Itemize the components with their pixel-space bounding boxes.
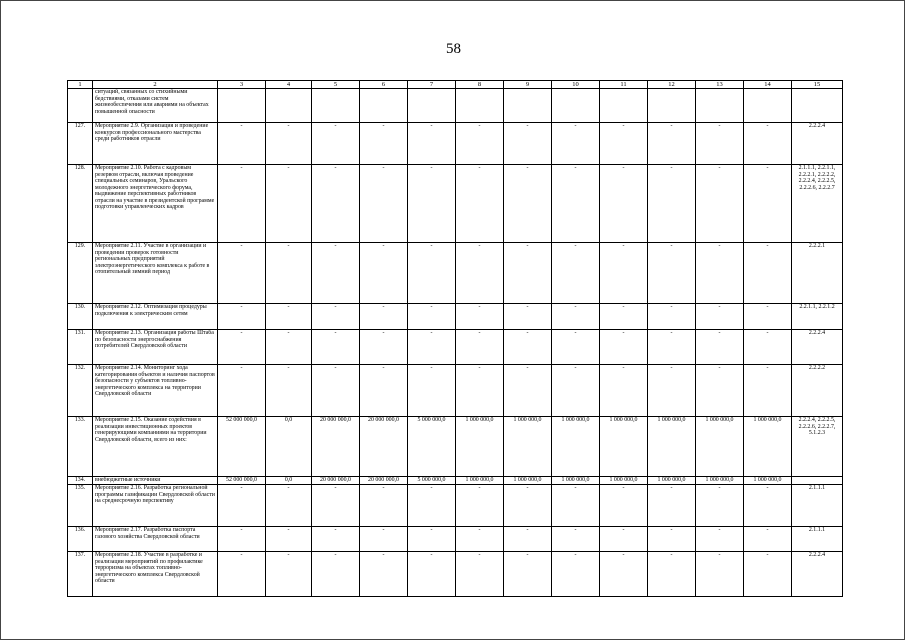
funding-cell-col-8: -	[456, 527, 504, 552]
row-description: Мероприятие 2.11. Участие в организации и проведении проверок готовности региональных предприятий электроэнергетического комплекса к работе в отопительный зимний период	[93, 243, 218, 304]
funding-cell-col-14: -	[744, 243, 792, 304]
row-number	[68, 89, 93, 123]
funding-cell-col-7: -	[408, 123, 456, 165]
funding-cell-col-4: 0,0	[266, 417, 312, 477]
funding-cell-col-8: -	[456, 304, 504, 330]
funding-cell-col-9: -	[504, 243, 552, 304]
funding-cell-col-10: -	[552, 527, 600, 552]
funding-cell-col-14: -	[744, 365, 792, 417]
funding-cell-col-10: -	[552, 330, 600, 365]
row-description: внебюджетные источники	[93, 477, 218, 485]
funding-cell-col-9: -	[504, 123, 552, 165]
funding-cell-col-3: -	[218, 123, 266, 165]
funding-cell-col-4: -	[266, 552, 312, 597]
funding-cell-col-14: 1 000 000,0	[744, 477, 792, 485]
funding-cell-col-7: -	[408, 304, 456, 330]
row-number: 130.	[68, 304, 93, 330]
funding-cell-col-7: -	[408, 485, 456, 527]
row-number: 133.	[68, 417, 93, 477]
funding-cell-col-8: 1 000 000,0	[456, 417, 504, 477]
funding-cell-col-13: -	[696, 485, 744, 527]
column-header-1: 1	[68, 81, 93, 89]
funding-cell-col-8: 1 000 000,0	[456, 477, 504, 485]
funding-cell-col-12: -	[648, 365, 696, 417]
row-description: Мероприятие 2.13. Организация работы Штаба по безопасности энергоснабжения потребителей Свердловской области	[93, 330, 218, 365]
funding-cell-col-4: -	[266, 243, 312, 304]
funding-cell-col-5: -	[312, 365, 360, 417]
target-indicator-ref: 2.1.1.1	[792, 485, 843, 527]
funding-cell-col-6: 20 000 000,0	[360, 477, 408, 485]
funding-cell-col-3: -	[218, 365, 266, 417]
funding-cell-col-3	[218, 89, 266, 123]
funding-cell-col-7	[408, 89, 456, 123]
column-header-10: 10	[552, 81, 600, 89]
target-indicator-ref	[792, 89, 843, 123]
funding-cell-col-5: -	[312, 243, 360, 304]
funding-cell-col-13: -	[696, 165, 744, 243]
funding-cell-col-4: -	[266, 527, 312, 552]
funding-cell-col-6: -	[360, 304, 408, 330]
funding-cell-col-5: -	[312, 552, 360, 597]
row-description: Мероприятие 2.15. Оказание содействия в реализации инвестиционных проектов генерирующими компаниями на территории Свердловской области, всего из них:	[93, 417, 218, 477]
funding-cell-col-8: -	[456, 243, 504, 304]
row-number: 135.	[68, 485, 93, 527]
table-row	[68, 417, 843, 477]
funding-cell-col-7: 5 000 000,0	[408, 417, 456, 477]
funding-cell-col-6: -	[360, 552, 408, 597]
funding-cell-col-3: -	[218, 330, 266, 365]
funding-cell-col-9: -	[504, 165, 552, 243]
funding-cell-col-3: -	[218, 243, 266, 304]
funding-cell-col-13: -	[696, 527, 744, 552]
table-row	[68, 304, 843, 330]
column-header-15: 15	[792, 81, 843, 89]
funding-cell-col-11: -	[600, 123, 648, 165]
funding-cell-col-14: -	[744, 527, 792, 552]
funding-cell-col-9: -	[504, 330, 552, 365]
table-row	[68, 330, 843, 365]
funding-cell-col-6: -	[360, 330, 408, 365]
table-row	[68, 527, 843, 552]
funding-cell-col-5: -	[312, 123, 360, 165]
funding-cell-col-4: -	[266, 330, 312, 365]
table-row	[68, 477, 843, 485]
funding-cell-col-11	[600, 89, 648, 123]
target-indicator-ref: 2.1.1.1, 2.2.1.1, 2.2.2.1, 2.2.2.2, 2.2.2.4, 2.2.2.5, 2.2.2.6, 2.2.2.7	[792, 165, 843, 243]
funding-cell-col-8: -	[456, 552, 504, 597]
row-description: Мероприятие 2.18. Участие в разработке и реализации мероприятий по профилактике терроризма на объектах топливно-энергетического комплекса Свердловской области	[93, 552, 218, 597]
funding-cell-col-11: -	[600, 365, 648, 417]
funding-cell-col-5: 20 000 000,0	[312, 477, 360, 485]
target-indicator-ref: 2.2.2.4, 2.2.2.5, 2.2.2.6, 2.2.2.7, 5.1.2.3	[792, 417, 843, 477]
funding-cell-col-3: -	[218, 485, 266, 527]
funding-cell-col-6: -	[360, 485, 408, 527]
funding-cell-col-12	[648, 89, 696, 123]
row-description: Мероприятие 2.16. Разработка региональной программы газификации Свердловской области на среднесрочную перспективу	[93, 485, 218, 527]
funding-cell-col-12: -	[648, 165, 696, 243]
funding-cell-col-7: -	[408, 527, 456, 552]
funding-cell-col-6	[360, 89, 408, 123]
funding-cell-col-6: -	[360, 123, 408, 165]
funding-cell-col-10: -	[552, 485, 600, 527]
target-indicator-ref: 2.2.1.1, 2.2.1.2	[792, 304, 843, 330]
row-description: Мероприятие 2.14. Мониторинг хода категорирования объектов и наличия паспортов безопасности у субъектов топливно-энергетического комплекса на территории Свердловской области	[93, 365, 218, 417]
target-indicator-ref: 2.2.2.4	[792, 123, 843, 165]
funding-cell-col-4: -	[266, 165, 312, 243]
funding-cell-col-11: -	[600, 330, 648, 365]
column-header-8: 8	[456, 81, 504, 89]
funding-cell-col-14: -	[744, 485, 792, 527]
funding-cell-col-13: -	[696, 304, 744, 330]
funding-cell-col-11: -	[600, 165, 648, 243]
funding-cell-col-10: -	[552, 243, 600, 304]
funding-cell-col-3: -	[218, 527, 266, 552]
funding-cell-col-6: -	[360, 527, 408, 552]
column-number-row	[68, 81, 843, 89]
funding-cell-col-3: 52 000 000,0	[218, 477, 266, 485]
funding-cell-col-7: -	[408, 243, 456, 304]
funding-cell-col-5: -	[312, 165, 360, 243]
funding-cell-col-14	[744, 89, 792, 123]
table-row	[68, 552, 843, 597]
row-description: ситуаций, связанных со стихийными бедствиями, отказами систем жизнеобеспечения или авариями на объектах повышенной опасности	[93, 89, 218, 123]
row-number: 132.	[68, 365, 93, 417]
column-header-6: 6	[360, 81, 408, 89]
funding-cell-col-13	[696, 89, 744, 123]
funding-cell-col-12: -	[648, 123, 696, 165]
row-number: 131.	[68, 330, 93, 365]
funding-cell-col-8: -	[456, 365, 504, 417]
funding-cell-col-9	[504, 89, 552, 123]
funding-cell-col-11: -	[600, 304, 648, 330]
funding-cell-col-13: -	[696, 123, 744, 165]
funding-cell-col-12: -	[648, 330, 696, 365]
funding-cell-col-11: -	[600, 485, 648, 527]
funding-cell-col-6: -	[360, 165, 408, 243]
row-number: 129.	[68, 243, 93, 304]
funding-cell-col-9: 1 000 000,0	[504, 477, 552, 485]
row-number: 127.	[68, 123, 93, 165]
funding-cell-col-8: -	[456, 123, 504, 165]
funding-cell-col-4: 0,0	[266, 477, 312, 485]
row-number: 136.	[68, 527, 93, 552]
funding-cell-col-5	[312, 89, 360, 123]
table-row	[68, 365, 843, 417]
funding-cell-col-8: -	[456, 485, 504, 527]
target-indicator-ref: 2.1.1.1	[792, 527, 843, 552]
funding-cell-col-8	[456, 89, 504, 123]
funding-cell-col-12: -	[648, 243, 696, 304]
row-number: 134.	[68, 477, 93, 485]
funding-cell-col-9: -	[504, 304, 552, 330]
row-description: Мероприятие 2.9. Организация и проведение конкурсов профессионального мастерства среди работников отрасли	[93, 123, 218, 165]
row-description: Мероприятие 2.10. Работа с кадровым резервом отрасли, включая проведение специальных семинаров, Уральского молодежного энергетического форума, выдвижение перспективных работников отрасли на участие в президентской программе подготовки управленческих кадров	[93, 165, 218, 243]
funding-cell-col-5: -	[312, 527, 360, 552]
funding-cell-col-8: -	[456, 330, 504, 365]
funding-cell-col-7: -	[408, 365, 456, 417]
target-indicator-ref	[792, 477, 843, 485]
row-number: 128.	[68, 165, 93, 243]
program-table	[67, 80, 843, 597]
funding-cell-col-5: -	[312, 330, 360, 365]
column-header-14: 14	[744, 81, 792, 89]
funding-cell-col-4: -	[266, 365, 312, 417]
funding-cell-col-4: -	[266, 123, 312, 165]
funding-cell-col-13: -	[696, 243, 744, 304]
funding-cell-col-4	[266, 89, 312, 123]
target-indicator-ref: 2.2.2.4	[792, 552, 843, 597]
funding-cell-col-14: -	[744, 304, 792, 330]
funding-cell-col-11: 1 000 000,0	[600, 477, 648, 485]
funding-cell-col-10: -	[552, 165, 600, 243]
target-indicator-ref: 2.2.2.1	[792, 243, 843, 304]
funding-cell-col-12: -	[648, 552, 696, 597]
funding-cell-col-7: -	[408, 165, 456, 243]
funding-cell-col-12: 1 000 000,0	[648, 477, 696, 485]
funding-cell-col-10: -	[552, 123, 600, 165]
funding-cell-col-14: -	[744, 552, 792, 597]
funding-cell-col-10	[552, 89, 600, 123]
table-row	[68, 89, 843, 123]
funding-cell-col-10: -	[552, 552, 600, 597]
funding-cell-col-13: -	[696, 552, 744, 597]
column-header-7: 7	[408, 81, 456, 89]
row-number: 137.	[68, 552, 93, 597]
funding-cell-col-10: -	[552, 304, 600, 330]
funding-cell-col-13: 1 000 000,0	[696, 417, 744, 477]
target-indicator-ref: 2.2.2.4	[792, 330, 843, 365]
table-row	[68, 485, 843, 527]
funding-cell-col-9: -	[504, 552, 552, 597]
funding-cell-col-10: -	[552, 365, 600, 417]
funding-cell-col-4: -	[266, 304, 312, 330]
funding-cell-col-14: -	[744, 123, 792, 165]
funding-cell-col-6: -	[360, 365, 408, 417]
funding-cell-col-3: 52 000 000,0	[218, 417, 266, 477]
row-description: Мероприятие 2.12. Оптимизация процедуры подключения к электрическим сетям	[93, 304, 218, 330]
column-header-11: 11	[600, 81, 648, 89]
funding-cell-col-11: -	[600, 243, 648, 304]
funding-cell-col-10: 1 000 000,0	[552, 477, 600, 485]
funding-cell-col-6: -	[360, 243, 408, 304]
funding-cell-col-12: -	[648, 485, 696, 527]
target-indicator-ref: 2.2.2.2	[792, 365, 843, 417]
funding-cell-col-5: -	[312, 485, 360, 527]
row-description: Мероприятие 2.17. Разработка паспорта газового хозяйства Свердловской области	[93, 527, 218, 552]
funding-cell-col-11: -	[600, 552, 648, 597]
funding-cell-col-9: -	[504, 365, 552, 417]
table-row	[68, 123, 843, 165]
funding-cell-col-9: -	[504, 527, 552, 552]
funding-cell-col-11: -	[600, 527, 648, 552]
funding-cell-col-5: 20 000 000,0	[312, 417, 360, 477]
funding-cell-col-14: -	[744, 165, 792, 243]
column-header-2: 2	[93, 81, 218, 89]
funding-cell-col-9: 1 000 000,0	[504, 417, 552, 477]
funding-cell-col-11: 1 000 000,0	[600, 417, 648, 477]
column-header-3: 3	[218, 81, 266, 89]
funding-cell-col-13: -	[696, 365, 744, 417]
funding-cell-col-6: 20 000 000,0	[360, 417, 408, 477]
funding-cell-col-12: -	[648, 527, 696, 552]
page-number: 58	[446, 41, 461, 57]
funding-cell-col-9: -	[504, 485, 552, 527]
funding-cell-col-14: -	[744, 330, 792, 365]
table-row	[68, 243, 843, 304]
column-header-13: 13	[696, 81, 744, 89]
funding-cell-col-7: -	[408, 552, 456, 597]
funding-cell-col-14: 1 000 000,0	[744, 417, 792, 477]
table-row	[68, 165, 843, 243]
funding-cell-col-3: -	[218, 304, 266, 330]
funding-cell-col-3: -	[218, 165, 266, 243]
funding-cell-col-5: -	[312, 304, 360, 330]
column-header-9: 9	[504, 81, 552, 89]
funding-cell-col-8: -	[456, 165, 504, 243]
funding-cell-col-4: -	[266, 485, 312, 527]
column-header-4: 4	[266, 81, 312, 89]
funding-cell-col-7: 5 000 000,0	[408, 477, 456, 485]
funding-cell-col-12: 1 000 000,0	[648, 417, 696, 477]
funding-cell-col-13: 1 000 000,0	[696, 477, 744, 485]
column-header-12: 12	[648, 81, 696, 89]
funding-cell-col-10: 1 000 000,0	[552, 417, 600, 477]
funding-cell-col-12: -	[648, 304, 696, 330]
column-header-5: 5	[312, 81, 360, 89]
funding-cell-col-7: -	[408, 330, 456, 365]
funding-cell-col-13: -	[696, 330, 744, 365]
funding-cell-col-3: -	[218, 552, 266, 597]
table-body	[68, 89, 843, 597]
